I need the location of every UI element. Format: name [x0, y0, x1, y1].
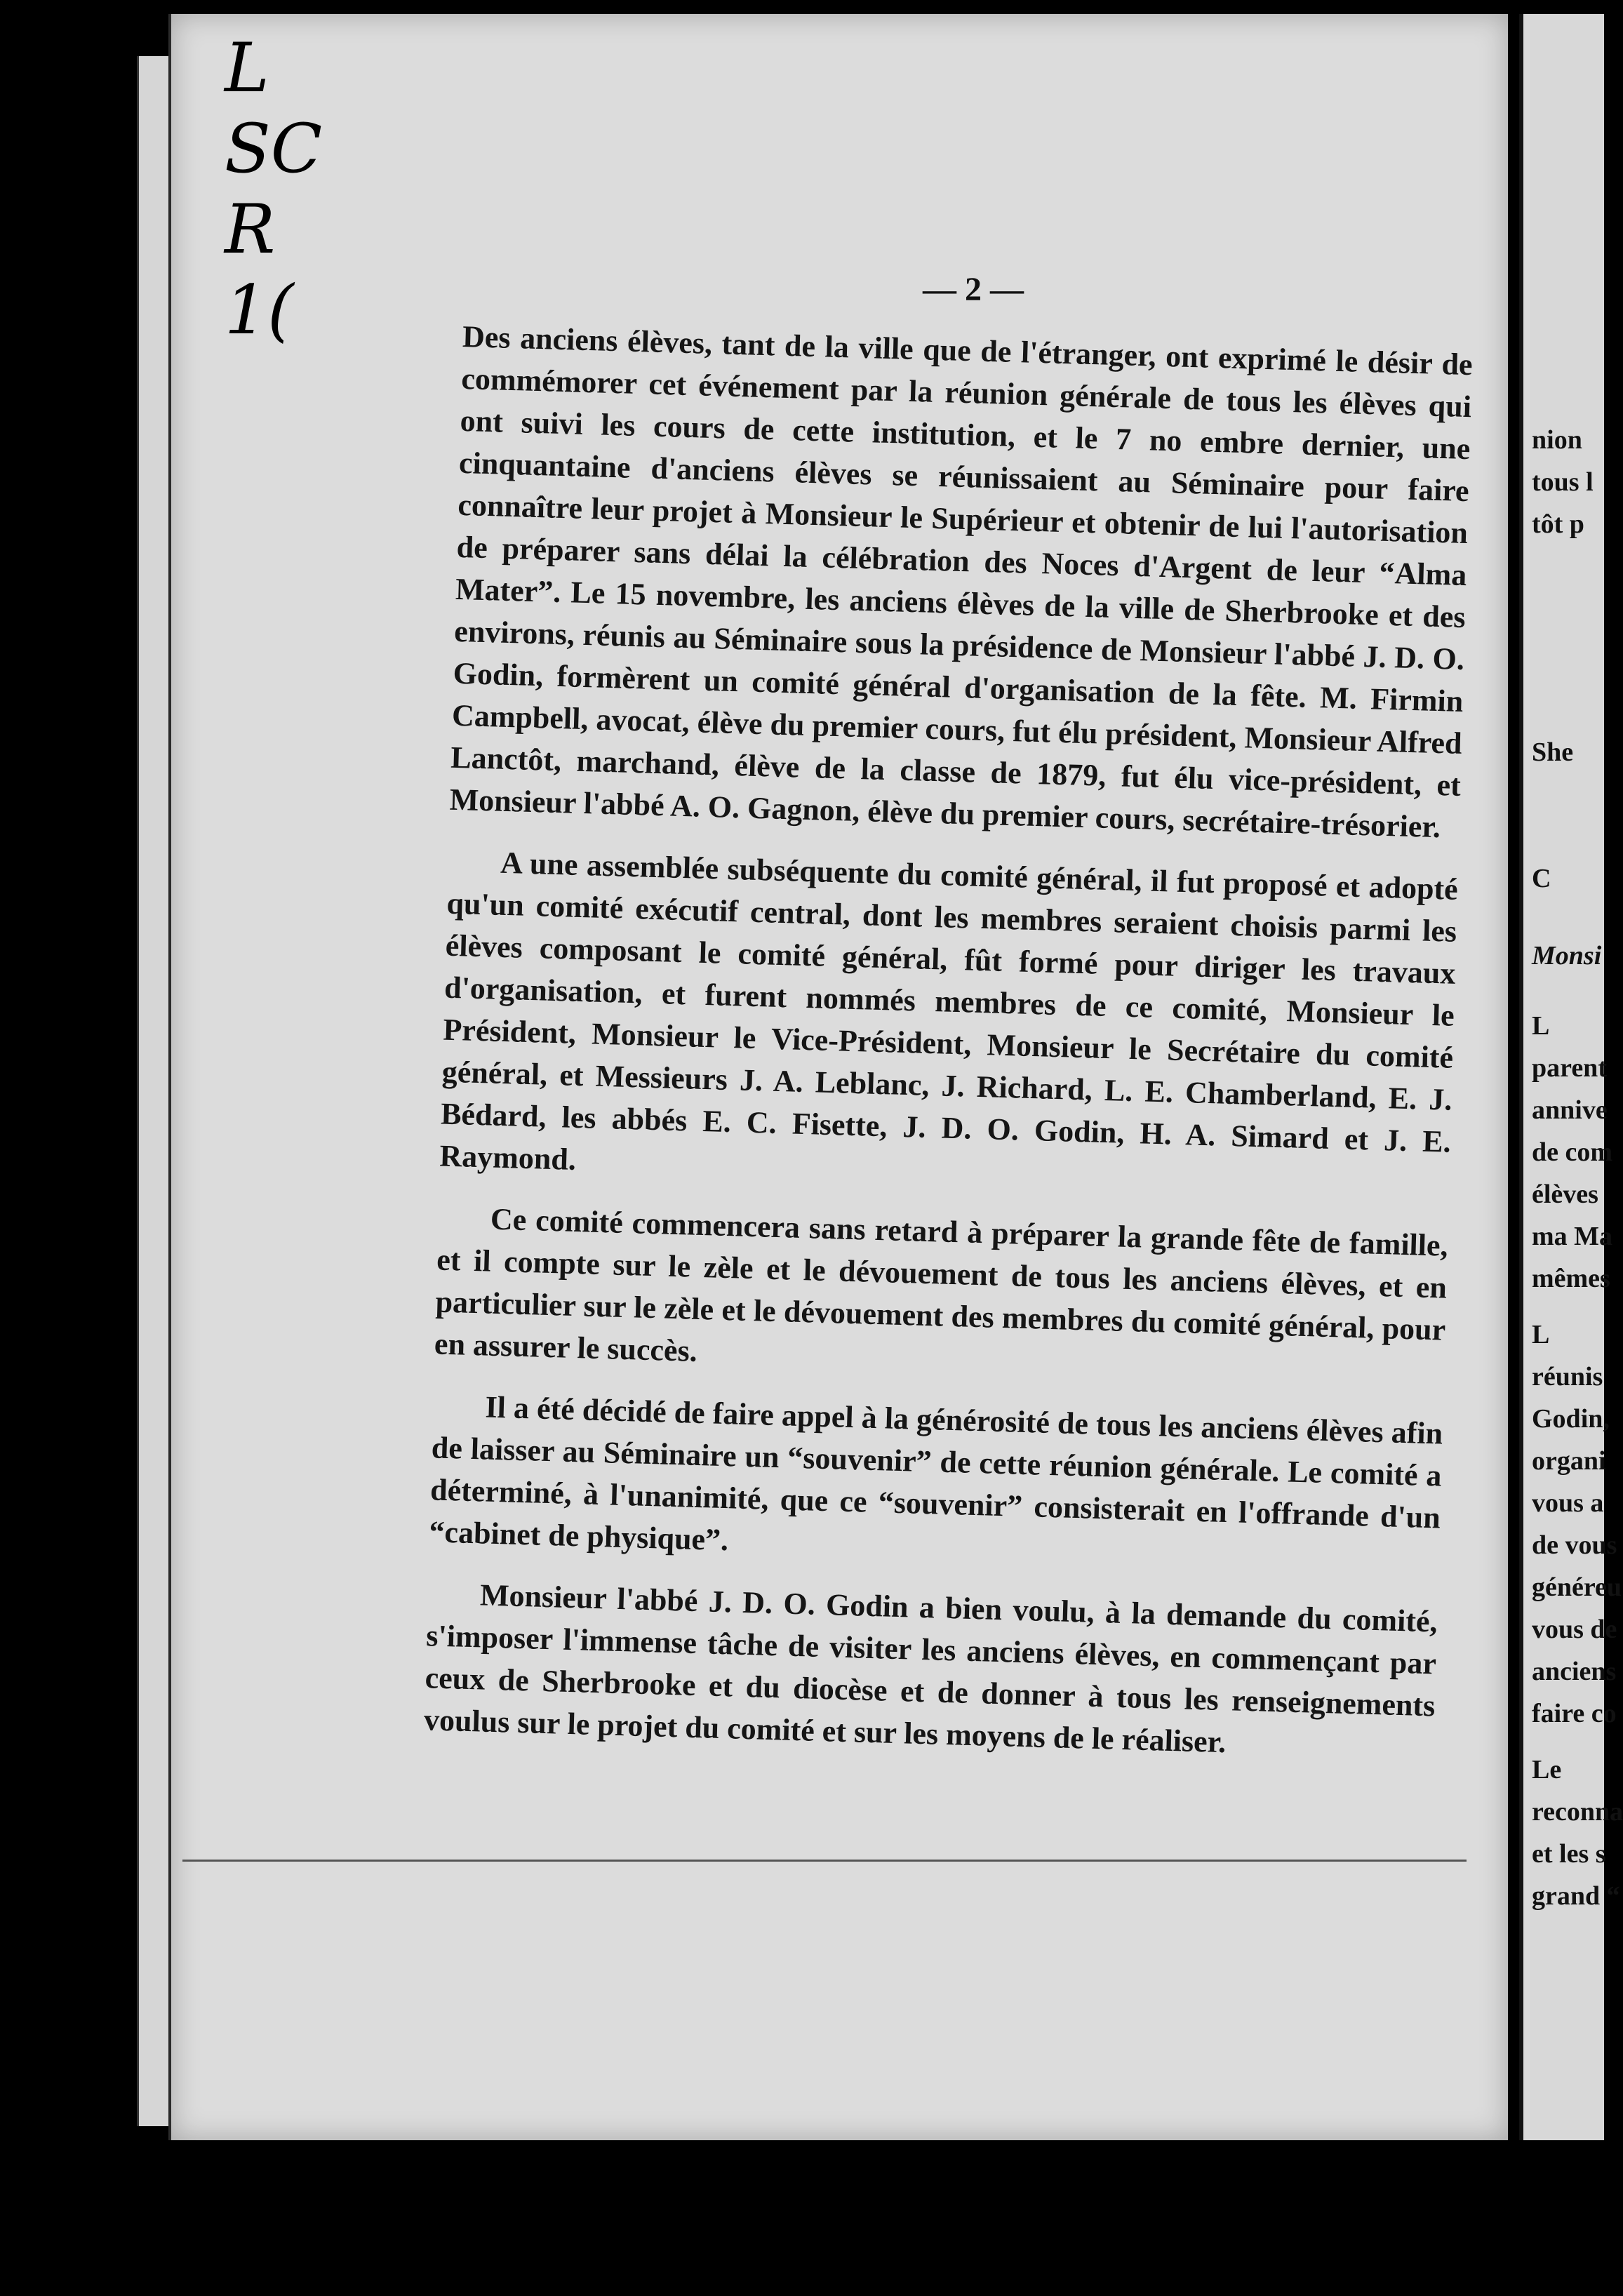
paragraph-5: Monsieur l'abbé J. D. O. Godin a bien voulu, à la demande du comité, s'imposer l'immense tâche de visiter les anciens élèves, en commençant par ceux de Sherbrooke et du diocèse et de donner à tous les renseignements voulus sur le projet du comité et sur les moyens de le réaliser.	[423, 1577, 1438, 1760]
adjacent-page-fragment: nion	[1532, 425, 1582, 455]
adjacent-page-fragment: parent	[1532, 1053, 1607, 1083]
adjacent-page-fragment: vous a	[1532, 1488, 1604, 1518]
adjacent-page-fragment: organi	[1532, 1446, 1606, 1476]
adjacent-page-fragment: L	[1532, 1011, 1550, 1041]
handwritten-margin-notes	[225, 28, 323, 351]
page-bottom-border	[182, 1860, 1467, 1862]
adjacent-page	[1519, 14, 1623, 2140]
adjacent-page-fragment: annive	[1532, 1095, 1608, 1125]
margin-note-3: R	[225, 190, 276, 269]
scan-edge	[1519, 2140, 1600, 2296]
adjacent-page-fragment: de vous	[1532, 1530, 1617, 1560]
adjacent-page-fragment: généreu	[1532, 1573, 1622, 1602]
adjacent-page-fragment: She	[1532, 737, 1574, 767]
adjacent-page-fragment: Godin,	[1532, 1404, 1610, 1434]
adjacent-page-fragment: de com	[1532, 1137, 1613, 1167]
body-text	[422, 316, 1473, 1789]
adjacent-page-fragment: Monsi	[1532, 941, 1602, 970]
adjacent-page-fragment: grand “	[1532, 1881, 1620, 1911]
adjacent-page-fragment: Le	[1532, 1755, 1562, 1784]
adjacent-page-fragment: et les s	[1532, 1839, 1606, 1869]
paragraph-1: Des anciens élèves, tant de la ville que de l'étranger, ont exprimé le désir de commémorer cet événement par la réunion générale de tous les élèves qui ont suivi les cours de cette institution, et le 7 no embre dernier, une cinquantaine d'anciens élèves se réunissaient au Séminaire pour faire connaître leur projet à Monsieur le Supérieur et obtenir de lui l'autorisation de préparer sans délai la célébration des Noces d'Argent de leur “Alma Mater”. Le 15 novembre, les anciens élèves de la ville de Sherbrooke et des environs, réunis au Séminaire sous la présidence de Monsieur l'abbé J. D. O. Godin, formèrent un comité général d'organisation de la fête. M. Firmin Campbell, avocat, élève du premier cours, fut élu président, Monsieur Alfred Lanctôt, marchand, élève de la classe de 1879, fut élu vice-président, et Monsieur l'abbé A. O. Gagnon, élève du premier cours, secrétaire-trésorier.	[449, 319, 1474, 845]
adjacent-page-fragment: C	[1532, 864, 1551, 893]
adjacent-page-fragment: L	[1532, 1320, 1550, 1349]
margin-note-4: 1(	[225, 271, 294, 349]
paragraph-2: A une assemblée subséquente du comité général, il fut proposé et adopté qu'un comité exécutif central, dont les membres seraient choisis parmi les élèves composant le comité général, fût formé pour diriger les travaux d'organisation, et furent nommés membres de ce comité, Monsieur le Président, Monsieur le Vice-Président, Monsieur le Secrétaire du comité général, et Messieurs J. A. Leblanc, J. Richard, L. E. Chamberland, E. J. Bédard, les abbés E. C. Fisette, J. D. O. Godin, H. A. Simard et J. E. Raymond.	[439, 845, 1459, 1177]
margin-note-2: SC	[225, 109, 323, 188]
margin-note-1: L	[225, 29, 269, 107]
adjacent-page-fragment: tous l	[1532, 467, 1594, 497]
adjacent-page-fragment: ma Ma	[1532, 1222, 1613, 1251]
paragraph-3: Ce comité commencera sans retard à préparer la grande fête de famille, et il compte sur le zèle et le dévouement de tous les anciens élèves, et en particulier sur le zèle et le dévouement des membres du comité général, pour en assurer le succès.	[434, 1201, 1449, 1368]
page-number: — 2 —	[923, 271, 1024, 308]
adjacent-page-fragment: vous de	[1532, 1615, 1617, 1644]
paragraph-4: Il a été décidé de faire appel à la générosité de tous les anciens élèves afin de laisser au Séminaire un “souvenir” de cette réunion générale. Le comité a déterminé, à l'unanimité, que ce “souvenir” consisterait en l'offrande d'un “cabinet de physique”.	[428, 1389, 1443, 1558]
adjacent-page-fragment: anciens	[1532, 1657, 1617, 1686]
adjacent-page-fragment: réunis	[1532, 1362, 1603, 1391]
adjacent-page-fragment: mêmes	[1532, 1264, 1610, 1293]
adjacent-page-fragment: faire co	[1532, 1699, 1617, 1728]
adjacent-page-fragment: tôt p	[1532, 509, 1584, 539]
adjacent-page-fragment: élèves	[1532, 1180, 1598, 1209]
adjacent-page-fragment: reconna	[1532, 1797, 1623, 1827]
